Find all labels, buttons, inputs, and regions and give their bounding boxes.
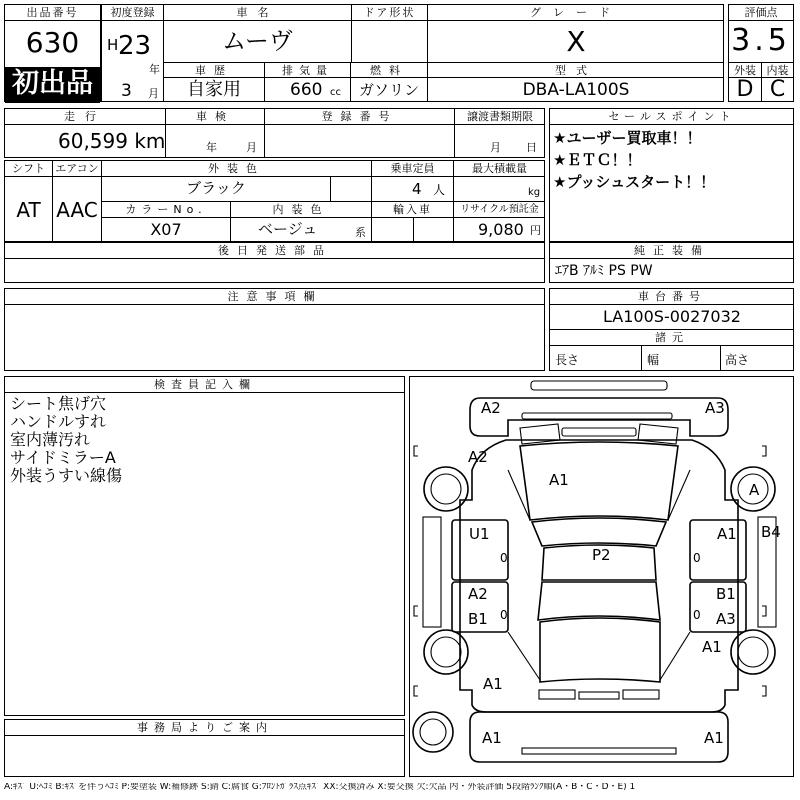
grade-value: X <box>566 25 586 58</box>
genuine-value: ｴｱB ｱﾙﾐ PS PW <box>555 263 653 279</box>
mark-roof: P2 <box>592 546 611 564</box>
inspector-label: 検査員記入欄 <box>154 378 256 391</box>
shift-label: シフト <box>12 162 45 175</box>
era: H <box>107 36 119 54</box>
mark-rear-right: A1 <box>704 729 724 747</box>
color-no-value: X07 <box>150 220 182 239</box>
displacement-unit: cc <box>330 87 341 98</box>
year-unit: 年 <box>149 63 160 76</box>
legend: A:ｷｽﾞ U:ﾍｺﾐ B:ｷｽﾞを伴うﾍｺﾐ P:要塗装 W:補修跡 S:錆 C:腐食 G:ﾌﾛﾝﾄｶﾞﾗｽ点ｷｽﾞ XX:交換済み X:要交換 欠:欠品 内・外装評価 5段階ﾗﾝｸ順(A・B・C・D・E) 1 <box>4 783 636 792</box>
int-color-value: ベージュ <box>258 220 318 238</box>
int-color-unit: 系 <box>355 226 366 239</box>
fuel-value: ガソリン <box>358 81 419 99</box>
width-label: 幅 <box>647 353 660 367</box>
mark-fr-side: B4 <box>761 523 781 541</box>
sales-point-3: ★プッシュスタート！！ <box>553 173 716 191</box>
ext-color-value: ブラック <box>186 179 246 197</box>
sales-point-2: ★ＥＴＣ！！ <box>553 151 642 169</box>
mileage-value: 60,599 km <box>58 129 166 153</box>
caution-label: 注意事項欄 <box>227 290 323 303</box>
zero-mark-3: 0 <box>693 551 701 565</box>
inspector-line-2: ハンドルすれ <box>10 412 107 431</box>
ac-value: AAC <box>56 198 98 222</box>
mark-fl-fender: A2 <box>468 448 488 466</box>
reg-no-label: 登録番号 <box>321 110 398 123</box>
zero-mark-4: 0 <box>693 608 701 622</box>
transfer-month-unit: 月 <box>490 141 501 154</box>
import-label: 輸入車 <box>393 203 432 216</box>
mark-fl-bumper: A2 <box>481 399 501 417</box>
interior-grade: C <box>769 77 786 102</box>
ac-label: エアコン <box>55 162 99 175</box>
mark-fr-bumper: A3 <box>705 399 725 417</box>
mark-hood: A1 <box>549 471 569 489</box>
capacity-value: 4 <box>412 180 422 198</box>
first-reg-label: 初度登録 <box>110 6 155 19</box>
month-num: 3 <box>121 81 132 101</box>
car-name: ムーヴ <box>222 27 293 55</box>
displacement-label: 排気量 <box>282 64 333 77</box>
inspection-year-unit: 年 <box>206 141 217 154</box>
first-listing-badge: 初出品 <box>5 67 100 103</box>
model-value: DBA-LA100S <box>522 80 630 100</box>
shift-value: AT <box>16 198 41 222</box>
chassis-label: 車台番号 <box>638 290 706 303</box>
transfer-day-unit: 日 <box>526 141 537 154</box>
mark-rr-wheel: A1 <box>702 638 722 656</box>
month-unit: 月 <box>148 87 159 100</box>
ext-color-label: 外装色 <box>208 162 265 175</box>
mark-rl-quarter: A1 <box>483 675 503 693</box>
zero-mark-1: 0 <box>500 551 508 565</box>
transfer-label: 譲渡書類期限 <box>467 110 533 123</box>
height-label: 高さ <box>725 353 750 367</box>
car-name-label: 車名 <box>236 6 279 19</box>
fuel-label: 燃料 <box>370 64 408 77</box>
sales-points-label: セールスポイント <box>608 110 736 123</box>
mileage-label: 走行 <box>64 110 106 123</box>
max-load-unit: kg <box>528 187 541 198</box>
inspector-line-4: サイドミラーA <box>10 448 116 467</box>
office-label: 事務局よりご案内 <box>137 721 273 734</box>
mark-rl-door-a: A2 <box>468 585 488 603</box>
max-load-label: 最大積載量 <box>472 162 527 175</box>
inspection-month-unit: 月 <box>246 141 257 154</box>
lot-number-label: 出品番号 <box>5 5 100 21</box>
score-value: 3.5 <box>731 23 791 58</box>
model-label: 型式 <box>555 64 597 77</box>
inspector-line-3: 室内薄汚れ <box>10 430 91 449</box>
recycle-value: 9,080 <box>478 220 524 239</box>
inspector-line-1: シート焦げ穴 <box>10 394 107 413</box>
door-label: ドア形状 <box>363 6 416 19</box>
history-value: 自家用 <box>187 79 241 100</box>
color-no-label: カラーNo. <box>125 203 207 216</box>
recycle-label: リサイクル預託金 <box>460 204 539 215</box>
lot-number: 630 <box>25 26 80 59</box>
int-color-label: 内装色 <box>272 203 330 216</box>
zero-mark-2: 0 <box>500 608 508 622</box>
mark-fl-door: U1 <box>469 525 490 543</box>
recycle-unit: 円 <box>530 224 541 237</box>
displacement-value: 660 <box>290 80 323 100</box>
grade-label: グレード <box>530 6 622 19</box>
mark-rr-door-b: A3 <box>716 610 736 628</box>
exterior-grade: D <box>736 77 754 102</box>
score-label: 評価点 <box>744 6 778 19</box>
interior-label: 内装 <box>766 64 789 77</box>
mark-rear-left: A1 <box>482 729 502 747</box>
spec-label: 諸元 <box>655 331 689 344</box>
sales-point-1: ★ユーザー買取車！！ <box>553 129 702 147</box>
inspection-label: 車検 <box>196 110 234 123</box>
history-label: 車歴 <box>195 64 233 77</box>
later-parts-label: 後日発送部品 <box>218 244 332 257</box>
inspector-line-5: 外装うすい線傷 <box>10 466 123 485</box>
capacity-unit: 人 <box>433 183 446 197</box>
chassis-value: LA100S-0027032 <box>603 307 741 326</box>
year-num: 23 <box>118 31 152 61</box>
mark-fr-door: A1 <box>717 525 737 543</box>
mark-fr-wheel: A <box>749 481 760 499</box>
mark-rl-door-b: B1 <box>468 610 488 628</box>
length-label: 長さ <box>555 353 580 367</box>
genuine-label: 純正装備 <box>634 244 710 257</box>
mark-rr-door-a: B1 <box>716 585 736 603</box>
capacity-label: 乗車定員 <box>390 162 435 175</box>
exterior-label: 外装 <box>734 64 756 77</box>
